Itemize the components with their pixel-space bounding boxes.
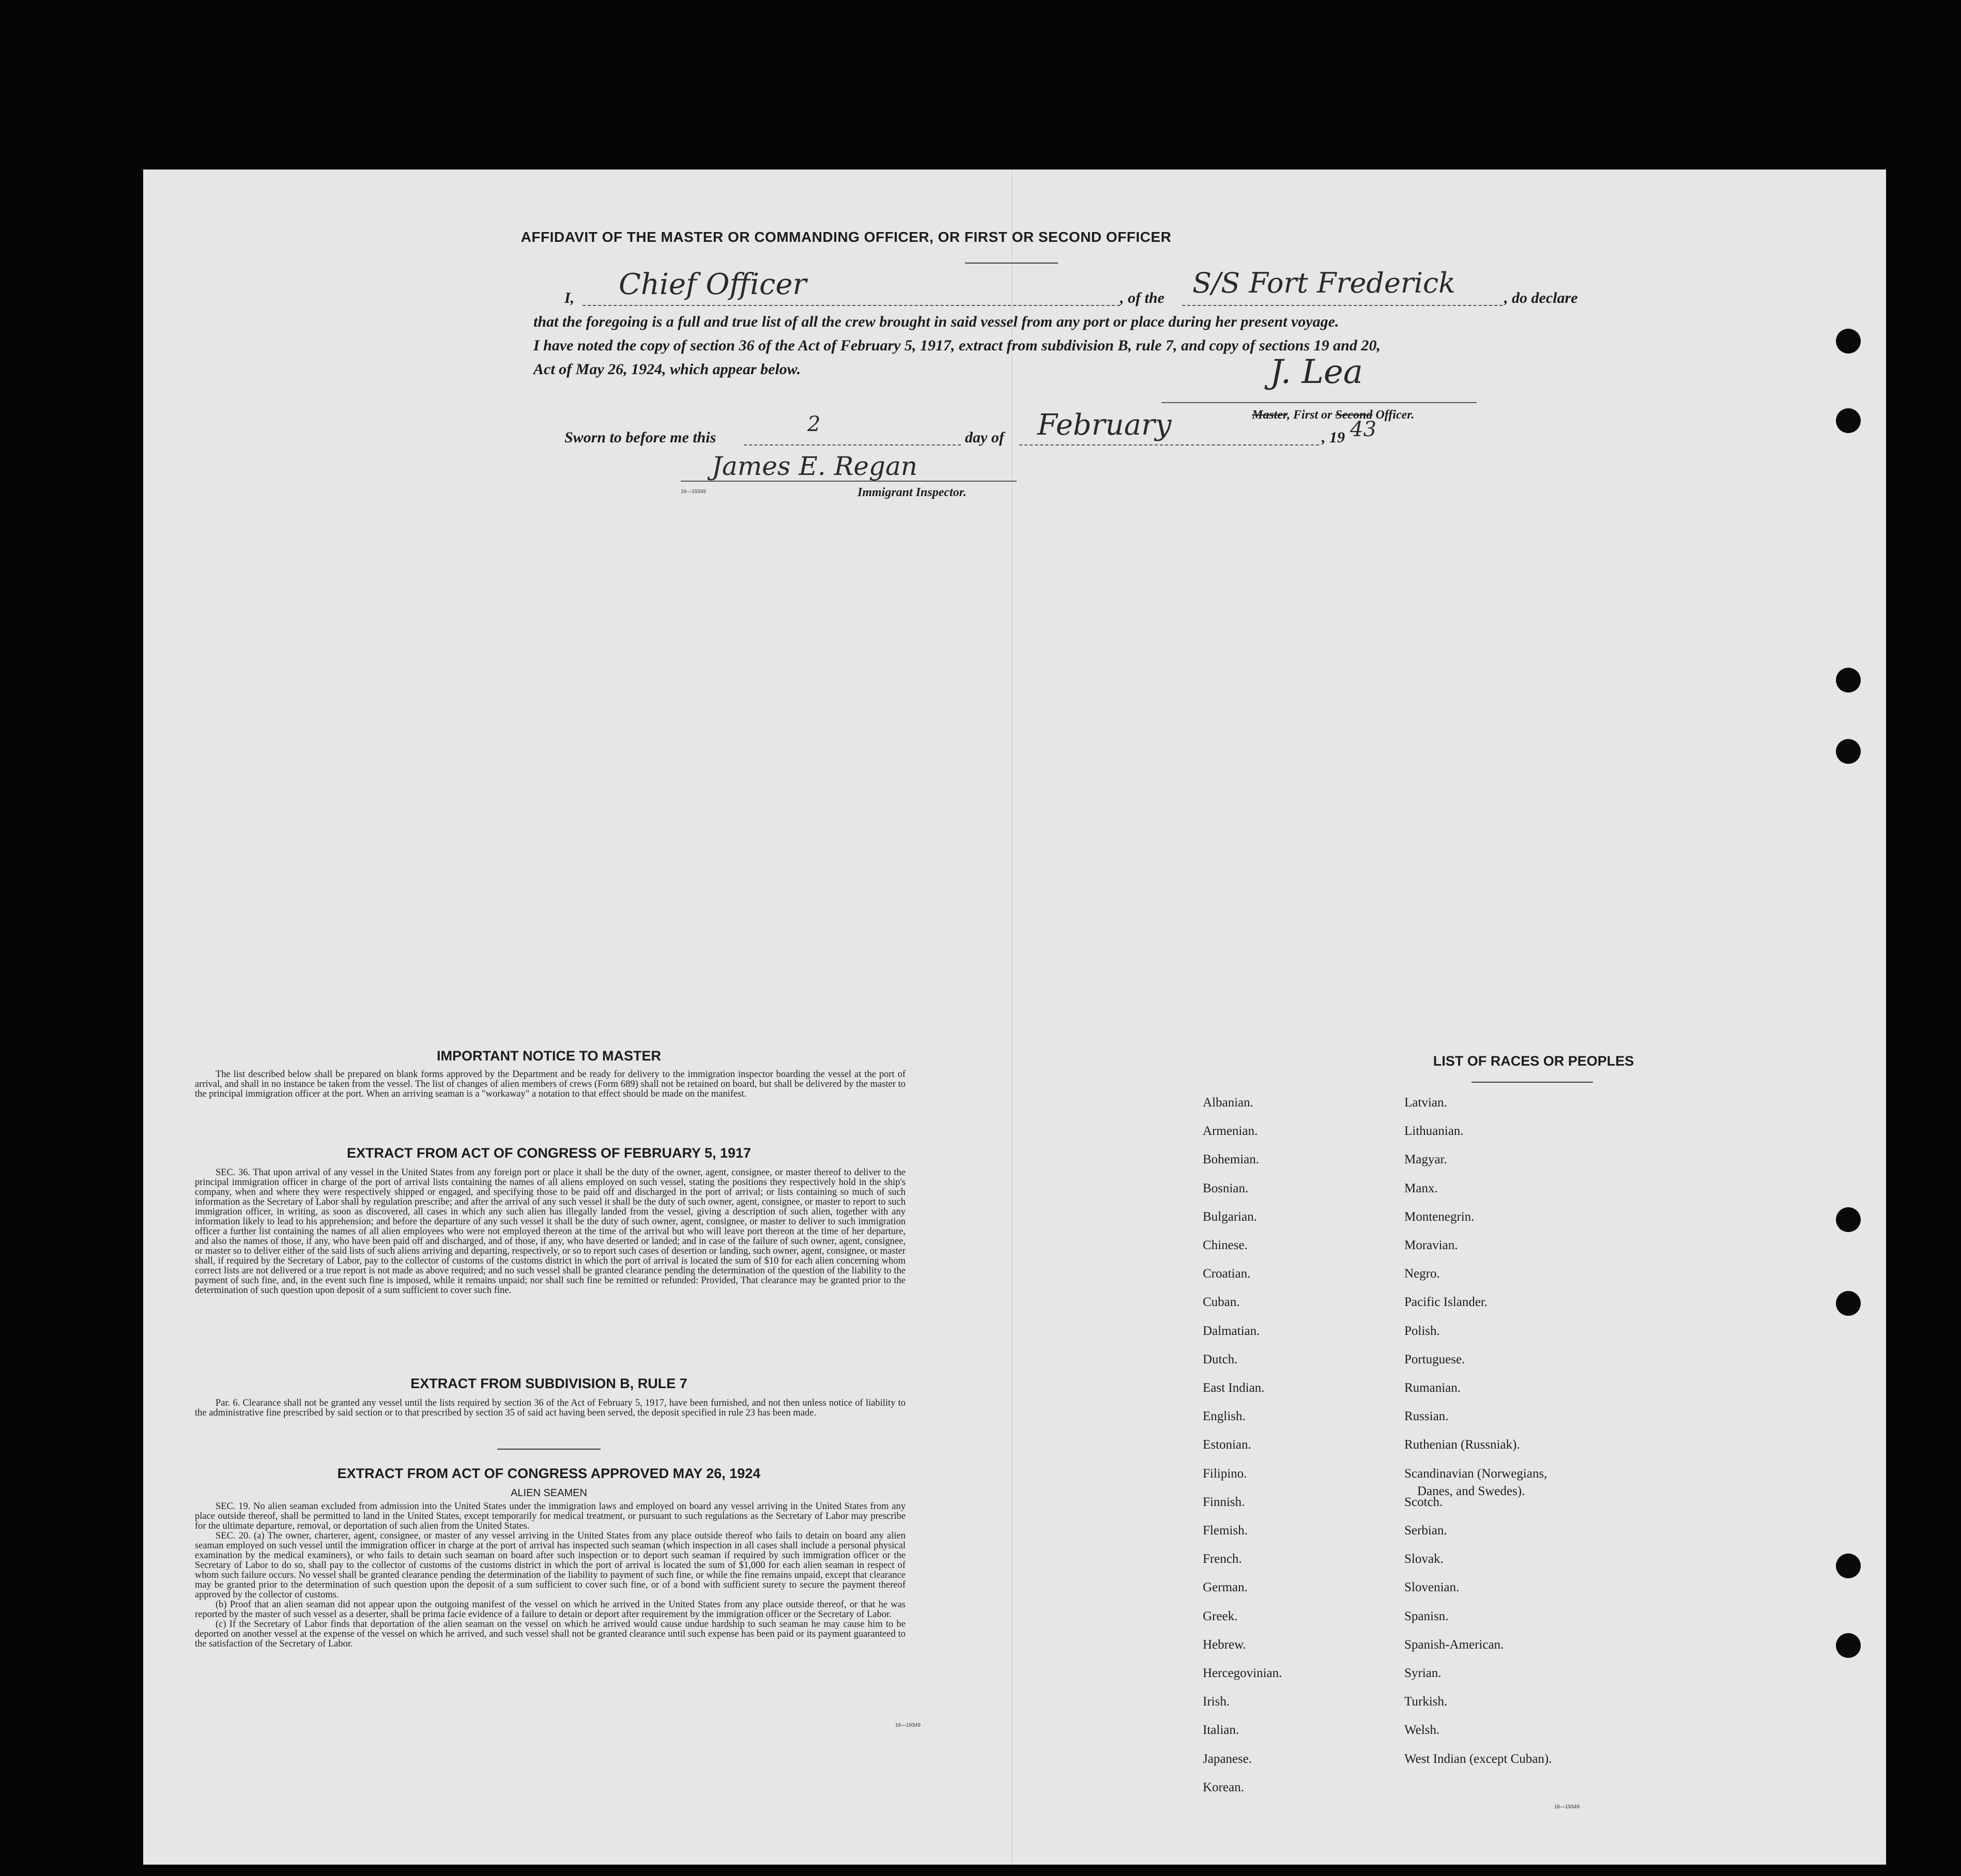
alien-seamen-subtitle: ALIEN SEAMEN <box>511 1487 587 1499</box>
race-item: Danes, and Swedes). <box>1417 1484 1525 1498</box>
punch-hole <box>1836 668 1861 693</box>
second-label: Second <box>1335 408 1373 422</box>
punch-hole <box>1836 408 1861 433</box>
race-item: Russian. <box>1404 1409 1449 1424</box>
document-page <box>143 170 1886 1865</box>
inspector-line <box>681 481 1017 482</box>
race-item: Scandinavian (Norwegians, <box>1404 1466 1548 1481</box>
affidavit-line-2: that the foregoing is a full and true list of all the crew brought in said vessel from any port or place during her present voyage. <box>533 313 1339 330</box>
race-item: Hebrew. <box>1203 1637 1246 1652</box>
of-the-label: , of the <box>1120 289 1165 306</box>
race-item: Japanese. <box>1203 1751 1252 1766</box>
affidavit-title: AFFIDAVIT OF THE MASTER OR COMMANDING OFFICER, OR FIRST OR SECOND OFFICER <box>520 229 1172 245</box>
race-item: Magyar. <box>1404 1152 1447 1167</box>
punch-hole <box>1836 1207 1861 1232</box>
master-label: Master <box>1252 408 1288 422</box>
notice-title: IMPORTANT NOTICE TO MASTER <box>437 1048 661 1064</box>
race-item: Slovenian. <box>1404 1580 1460 1595</box>
sec20c-paragraph: (c) If the Secretary of Labor finds that deportation of the alien seaman on the vessel on which he arrived would cause undue hardship to such seaman he may cause him to be deported on another vessel at the expense of the vessel on which he arrived, and such vessel shall not be granted clearance until such expense has been paid or its payment guaranteed to the satisfaction of the Secretary of Labor. <box>195 1619 906 1649</box>
sec36-paragraph: SEC. 36. That upon arrival of any vessel in the United States from any foreign port or place it shall be the duty of the owner, agent, consignee, or master thereof to deliver to the principal immigration officer in charge of the port of arrival lists containing the names of all aliens employed on such vessel, stating the positions they respectively hold in the ship's company, when and where they were respectively shipped or engaged, and specifying those to be paid off and discharged in the port of arrival; or lists containing so much of such information as the Secretary of Labor shall by regulation prescribe; and after the arrival of any such vessel it shall be the duty of such owner, agent, consignee, or master to report to such immigration officer, in writing, as soon as discovered, all cases in which any such alien has illegally landed from the vessel, giving a description of such alien, together with any information likely to lead to his apprehension; and before the departure of any such vessel it shall be the duty of such owner, agent, consignee, or master to deliver to such immigration officer a further list containing the names of all alien employees who were not employed thereon at the time of the arrival but who will leave port thereon at the time of her departure, and also the names of those, if any, who have been paid off and discharged, and of those, if any, who have deserted or landed; and in case of the failure of such owner, agent, consignee, or master so to deliver either of the said lists of such aliens arriving and departing, respectively, or so to report such cases of desertion or landing, such owner, agent, consignee, or master shall, if required by the Secretary of Labor, pay to the collector of customs of the customs district in which the port of arrival is located the sum of $10 for each alien concerning whom correct lists are not delivered or a true report is not made as above required; and no such vessel shall be granted clearance pending the determination of the question of the liability to the payment of such fine, and, in the event such fine is imposed, while it remains unpaid; nor shall such fine be remitted or refunded: Provided, That clearance may be granted prior to the determination of such question upon deposit of a sum sufficient to cover such fine. <box>195 1167 906 1296</box>
vessel-fill-line <box>1182 305 1503 306</box>
race-item: Chinese. <box>1203 1238 1248 1252</box>
sworn-day: 2 <box>807 412 821 436</box>
race-item: Dutch. <box>1203 1352 1238 1366</box>
race-item: Armenian. <box>1203 1124 1258 1139</box>
form-number: 16—19349 <box>681 489 706 495</box>
race-item: Spanisn. <box>1404 1609 1449 1623</box>
punch-hole <box>1836 739 1861 764</box>
race-item: Moravian. <box>1404 1238 1458 1252</box>
race-item: Turkish. <box>1404 1695 1448 1709</box>
officer-signature: J. Lea <box>1270 353 1363 391</box>
race-item: Irish. <box>1203 1695 1230 1709</box>
race-item: English. <box>1203 1409 1246 1424</box>
race-item: Welsh. <box>1404 1723 1440 1737</box>
race-item: Italian. <box>1203 1723 1239 1737</box>
officer-handwritten: Chief Officer <box>619 268 807 301</box>
race-item: Hercegovinian. <box>1203 1666 1282 1680</box>
first-label: , First or <box>1287 408 1332 422</box>
extract-1924-text <box>195 1502 906 1649</box>
race-item: Albanian. <box>1203 1096 1253 1110</box>
inspector-signature: James E. Regan <box>712 451 917 481</box>
race-item: Croatian. <box>1203 1267 1251 1281</box>
extract-1917-title: EXTRACT FROM ACT OF CONGRESS OF FEBRUARY 5, 1917 <box>346 1145 752 1161</box>
affidavit-line-4: Act of May 26, 1924, which appear below. <box>533 361 801 378</box>
race-item: Rumanian. <box>1404 1381 1461 1395</box>
races-rule <box>1472 1082 1593 1083</box>
rule7-paragraph: Par. 6. Clearance shall not be granted any vessel until the lists required by section 36 of the Act of February 5, 1917, have been furnished, and not then unless notice of liability to the administrative fine prescribed by said section or to that prescribed by section 35 of said act having been served, the deposit specified in rule 23 has been made. <box>195 1398 906 1418</box>
notice-text <box>195 1070 906 1099</box>
race-item: West Indian (except Cuban). <box>1404 1751 1552 1766</box>
rule7-rule <box>497 1449 601 1450</box>
rule7-text <box>195 1398 906 1418</box>
race-item: Filipino. <box>1203 1466 1247 1481</box>
extract-form-number: 16—19349 <box>895 1723 921 1728</box>
race-item: Dalmatian. <box>1203 1324 1260 1338</box>
officer-rank-label <box>1252 408 1414 422</box>
punch-hole <box>1836 1291 1861 1316</box>
race-item: Finnish. <box>1203 1495 1245 1509</box>
officer-fill-line <box>583 305 1120 306</box>
race-item: Montenegrin. <box>1404 1209 1475 1224</box>
race-item: German. <box>1203 1580 1248 1595</box>
race-item: Bohemian. <box>1203 1152 1260 1167</box>
race-item: Korean. <box>1203 1780 1244 1794</box>
sec20b-paragraph: (b) Proof that an alien seaman did not appear upon the outgoing manifest of the vessel on which he arrived in the United States from any place outside thereof, or that he was reported by the master of such vessel as a deserter, shall be prima facie evidence of a failure to detain or deport after requirement by the immigration officer or the Secretary of Labor. <box>195 1600 906 1620</box>
races-form-number: 16—19349 <box>1554 1804 1580 1810</box>
fold-line <box>1012 170 1013 1865</box>
year-prefix: , 19 <box>1322 429 1345 446</box>
race-item: Greek. <box>1203 1609 1238 1623</box>
race-item: East Indian. <box>1203 1381 1265 1395</box>
punch-hole <box>1836 1554 1861 1578</box>
race-item: Lithuanian. <box>1404 1124 1464 1139</box>
year-handwritten: 43 <box>1350 418 1376 441</box>
sec20a-paragraph: SEC. 20. (a) The owner, charterer, agent, consignee, or master of any vessel arriving in the United States from any place outside thereof who fails to detain on board any alien seaman employed on such vessel until the immigration officer in charge at the port of arrival has inspected such seaman (which inspection in all cases shall include a personal physical examination by the medical examiners), or who fails to detain such seaman on board after such inspection or to deport such seaman if required by such immigration officer or the Secretary of Labor to do so, shall pay to the collector of customs of the customs district in which the port of arrival is located the sum of $1,000 for each alien seaman in respect of whom such failure occurs. No vessel shall be granted clearance pending the determination of the liability to payment of such fine, or while the fine remains unpaid, except that clearance may be granted prior to the determination of such question upon the deposit of a sum sufficient to cover such fine, or of a bond with sufficient surety to secure the payment thereof approved by the collector of customs. <box>195 1531 906 1600</box>
race-item: Ruthenian (Russniak). <box>1404 1438 1520 1452</box>
extract-1917-text <box>195 1168 906 1296</box>
race-item: Polish. <box>1404 1324 1440 1338</box>
title-rule <box>965 263 1058 264</box>
race-item: Scotch. <box>1404 1495 1443 1509</box>
notice-paragraph: The list described below shall be prepared on blank forms approved by the Department and be ready for delivery to the immigration inspector boarding the vessel at the port of arrival, and shall in no instance be taken from the vessel. The list of changes of alien members of crews (Form 689) shall not be retained on board, but shall be delivered by the master to the principal immigration officer at the port. When an arriving seaman is a "workaway" a notation to that effect should be made on the manifest. <box>195 1069 906 1099</box>
race-item: Latvian. <box>1404 1096 1447 1110</box>
race-item: Flemish. <box>1203 1524 1248 1537</box>
race-item: Negro. <box>1404 1267 1440 1281</box>
signature-line <box>1161 402 1477 403</box>
month-fill-line <box>1019 444 1319 445</box>
races-title: LIST OF RACES OR PEOPLES <box>1433 1053 1634 1069</box>
punch-hole <box>1836 329 1861 353</box>
vessel-handwritten: S/S Fort Frederick <box>1192 267 1456 299</box>
i-label: I, <box>564 289 575 306</box>
rule7-title: EXTRACT FROM SUBDIVISION B, RULE 7 <box>410 1376 687 1391</box>
race-item: Pacific Islander. <box>1404 1295 1488 1310</box>
race-item: Manx. <box>1404 1181 1438 1195</box>
race-item: Serbian. <box>1404 1524 1447 1537</box>
extract-1924-title: EXTRACT FROM ACT OF CONGRESS APPROVED MAY 26, 1924 <box>337 1466 761 1481</box>
affidavit-line-3: I have noted the copy of section 36 of the Act of February 5, 1917, extract from subdivision B, rule 7, and copy of sections 19 and 20, <box>533 337 1381 354</box>
punch-hole <box>1836 1633 1861 1658</box>
race-item: French. <box>1203 1552 1242 1566</box>
day-fill-line <box>744 444 961 445</box>
sworn-month: February <box>1037 408 1172 442</box>
do-declare-label: , do declare <box>1504 289 1578 306</box>
race-item: Bulgarian. <box>1203 1209 1257 1224</box>
race-item: Spanish-American. <box>1404 1637 1504 1652</box>
sec19-paragraph: SEC. 19. No alien seaman excluded from admission into the United States under the immigration laws and employed on board any vessel arriving in the United States from any place outside thereof, shall be permitted to land in the United States, except temporarily for medical treatment, or pursuant to such regulations as the Secretary of Labor may prescribe for the ultimate departure, removal, or deportation of such alien from the United States. <box>195 1501 906 1531</box>
day-of-label: day of <box>965 429 1004 446</box>
inspector-label: Immigrant Inspector. <box>857 486 967 499</box>
sworn-label: Sworn to before me this <box>564 429 716 446</box>
race-item: Cuban. <box>1203 1295 1240 1310</box>
race-item: Estonian. <box>1203 1438 1251 1452</box>
officer-end-label: Officer. <box>1375 408 1415 422</box>
race-item: Bosnian. <box>1203 1181 1249 1195</box>
race-item: Portuguese. <box>1404 1352 1465 1366</box>
race-item: Syrian. <box>1404 1666 1442 1680</box>
race-item: Slovak. <box>1404 1552 1444 1566</box>
